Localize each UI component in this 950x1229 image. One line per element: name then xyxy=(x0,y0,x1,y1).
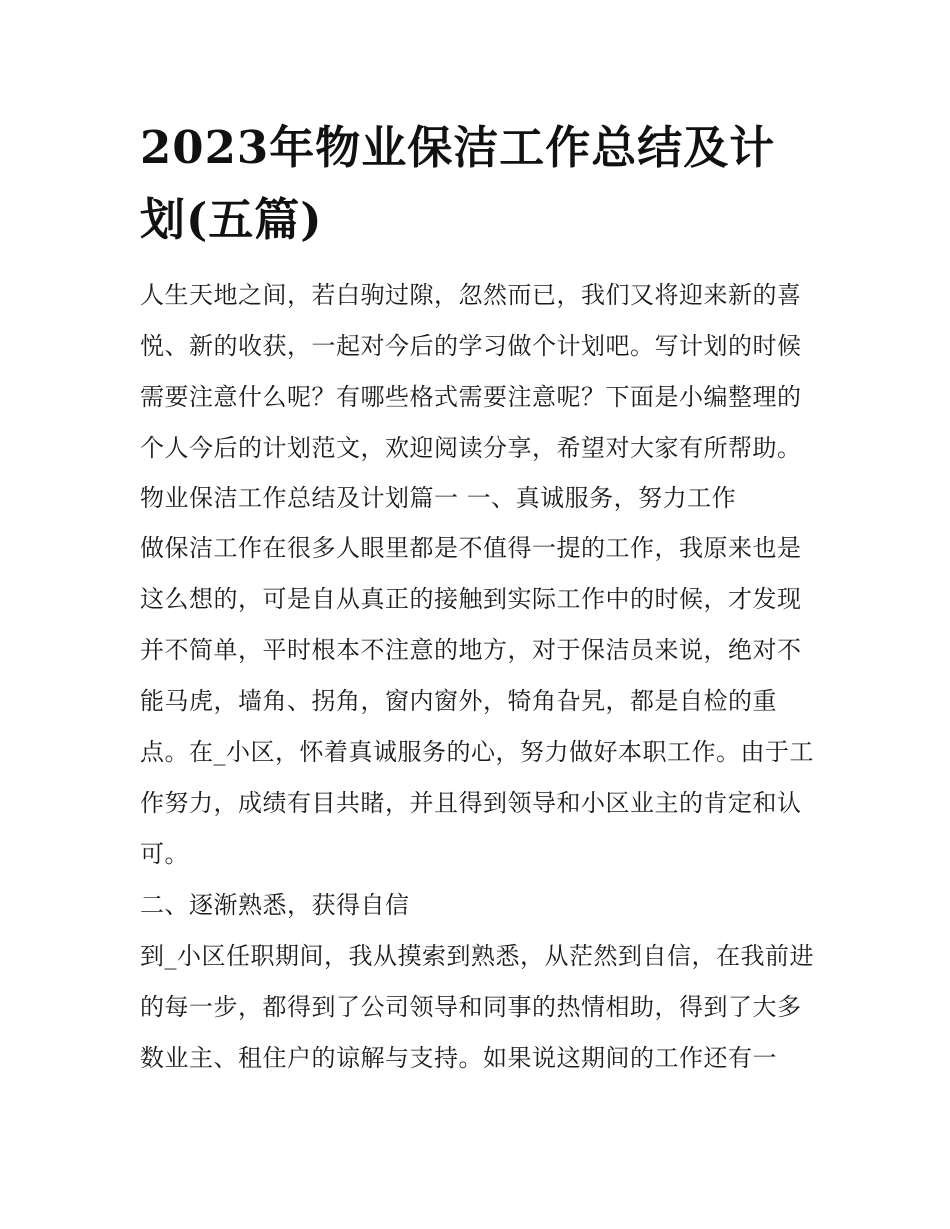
body-paragraph-2: 到_小区任职期间，我从摸索到熟悉，从茫然到自信，在我前进的每一步，都得到了公司领导和同事的热情相助，得到了大多数业主、租住户的谅解与支持。如果说这期间的工作还有一 xyxy=(140,942,814,1072)
section-heading-1: 物业保洁工作总结及计划篇一 一、真诚服务，努力工作 xyxy=(140,484,737,512)
body-paragraph-1: 做保洁工作在很多人眼里都是不值得一提的工作，我原来也是这么想的，可是自从真正的接触到实际工作中的时候，才发现并不简单，平时根本不注意的地方，对于保洁员来说，绝对不能马虎，墙角、拐角，窗内窗外，犄角旮旯，都是自检的重点。在_小区，怀着真诚服务的心，努力做好本职工作。由于工作努力，成绩有目共睹，并且得到领导和小区业主的肯定和认可。 xyxy=(140,534,814,868)
document-content xyxy=(140,112,820,1084)
document-body xyxy=(140,270,820,1084)
intro-paragraph: 人生天地之间，若白驹过隙，忽然而已，我们又将迎来新的喜悦、新的收获，一起对今后的学习做个计划吧。写计划的时候需要注意什么呢？有哪些格式需要注意呢？下面是小编整理的个人今后的计划范文，欢迎阅读分享，希望对大家有所帮助。 xyxy=(140,281,802,462)
section-heading-2: 二、逐渐熟悉，获得自信 xyxy=(140,891,410,919)
document-title: 2023年物业保洁工作总结及计划(五篇) xyxy=(140,121,776,246)
